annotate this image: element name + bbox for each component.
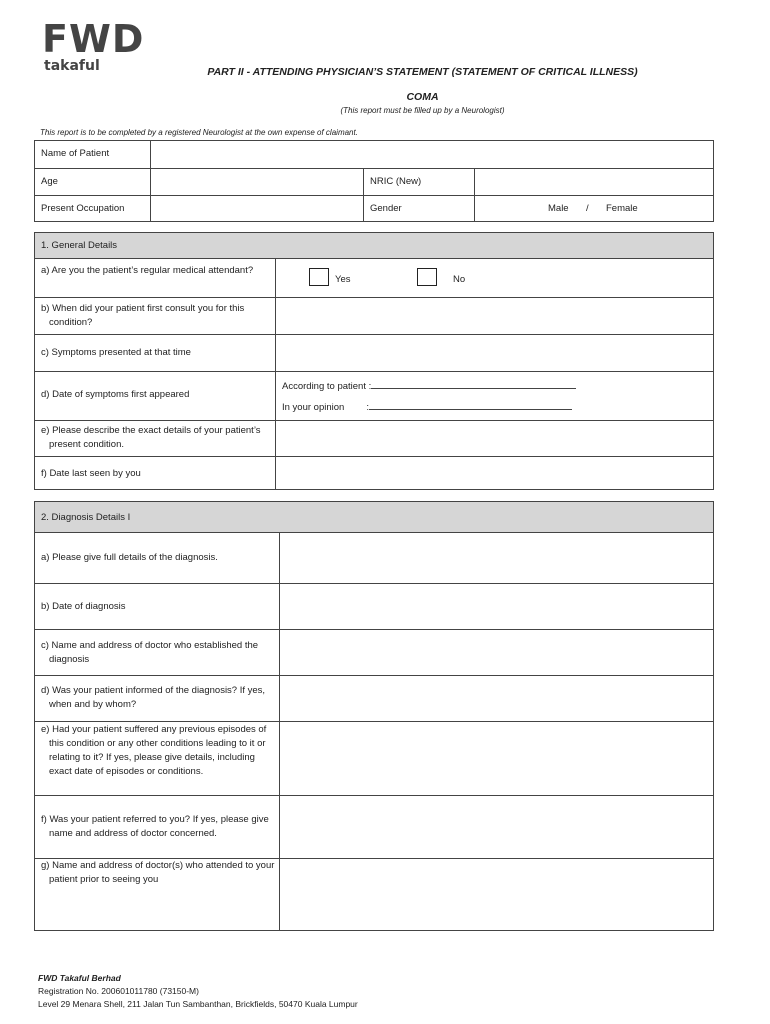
- nric-field[interactable]: [475, 168, 713, 195]
- gender-female-option[interactable]: Female: [606, 203, 638, 214]
- q2g-field[interactable]: [280, 859, 713, 930]
- in-your-opinion-colon: :: [366, 402, 369, 413]
- in-your-opinion-line[interactable]: [276, 399, 713, 415]
- footer: [38, 972, 358, 1011]
- diagnosis-details-table: [34, 501, 714, 931]
- q1d-label: d) Date of symptoms first appeared: [41, 389, 190, 400]
- q2f-field[interactable]: [280, 796, 713, 858]
- footer-registration: Registration No. 200601011780 (73150-M): [38, 986, 199, 996]
- footer-address: Level 29 Menara Shell, 211 Jalan Tun Sambanthan, Brickfields, 50470 Kuala Lumpur: [38, 999, 358, 1009]
- page-note: (This report must be filled up by a Neurologist): [340, 106, 505, 115]
- q1c-field[interactable]: [276, 335, 713, 371]
- q1b-label: b) When did your patient first consult you for this condition?: [41, 303, 245, 328]
- q1f-label: f) Date last seen by you: [41, 468, 141, 479]
- age-label: Age: [41, 176, 58, 187]
- q2e-label: e) Had your patient suffered any previous episodes of this condition or any other conditions leading to it or relating to it? If yes, please give details, including exact date of episodes or conditions.: [41, 724, 267, 777]
- q2d-label: d) Was your patient informed of the diagnosis? If yes, when and by whom?: [41, 685, 266, 710]
- diagnosis-details-heading: 2. Diagnosis Details I: [41, 512, 131, 523]
- q1c-label: c) Symptoms presented at that time: [41, 347, 191, 358]
- name-of-patient-label: Name of Patient: [41, 148, 110, 159]
- q2g-label: g) Name and address of doctor(s) who attended to your patient prior to seeing you: [41, 860, 275, 885]
- q1b-field[interactable]: [276, 298, 713, 334]
- gender-male-option[interactable]: Male: [548, 203, 569, 214]
- general-details-table: [34, 232, 714, 490]
- q2c-field[interactable]: [280, 630, 713, 675]
- fwd-takaful-logo: [42, 17, 162, 80]
- page-title: PART II - ATTENDING PHYSICIAN’S STATEMENT (STATEMENT OF CRITICAL ILLNESS): [207, 66, 638, 78]
- patient-table: [34, 140, 714, 222]
- q2b-field[interactable]: [280, 584, 713, 629]
- according-to-patient-line[interactable]: [276, 378, 713, 394]
- q1e-field[interactable]: [276, 421, 713, 456]
- general-details-heading: 1. General Details: [41, 240, 118, 251]
- yes-label: Yes: [335, 274, 351, 285]
- q2d-field[interactable]: [280, 676, 713, 721]
- intro-text: This report is to be completed by a registered Neurologist at the own expense of claimant.: [40, 128, 358, 137]
- gender-separator: /: [586, 203, 589, 214]
- q2b-label: b) Date of diagnosis: [41, 601, 126, 612]
- logo-brand: FWD: [42, 17, 145, 61]
- name-of-patient-field[interactable]: [151, 141, 713, 168]
- q2e-field[interactable]: [280, 722, 713, 795]
- occupation-field[interactable]: [151, 195, 363, 221]
- regular-attendant-yes-checkbox[interactable]: [309, 268, 329, 286]
- page-subtitle: COMA: [406, 91, 439, 103]
- occupation-label: Present Occupation: [41, 203, 125, 214]
- logo-sub: takaful: [44, 58, 100, 74]
- nric-label: NRIC (New): [370, 176, 422, 187]
- q1e-label: e) Please describe the exact details of your patient’s present condition.: [41, 425, 261, 450]
- age-field[interactable]: [151, 168, 363, 195]
- gender-label: Gender: [370, 203, 402, 214]
- no-label: No: [453, 274, 466, 285]
- q1f-field[interactable]: [276, 457, 713, 489]
- footer-company: FWD Takaful Berhad: [38, 973, 121, 983]
- q2c-label: c) Name and address of doctor who established the diagnosis: [41, 640, 259, 665]
- q1a-label: a) Are you the patient’s regular medical attendant?: [41, 265, 254, 276]
- q2a-label: a) Please give full details of the diagnosis.: [41, 552, 218, 563]
- q2f-label: f) Was your patient referred to you? If yes, please give name and address of doctor concerned.: [41, 814, 269, 839]
- q2a-field[interactable]: [280, 534, 713, 583]
- according-to-patient-label: According to patient :: [282, 381, 372, 392]
- in-your-opinion-label: In your opinion: [282, 402, 345, 413]
- regular-attendant-no-checkbox[interactable]: [417, 268, 437, 286]
